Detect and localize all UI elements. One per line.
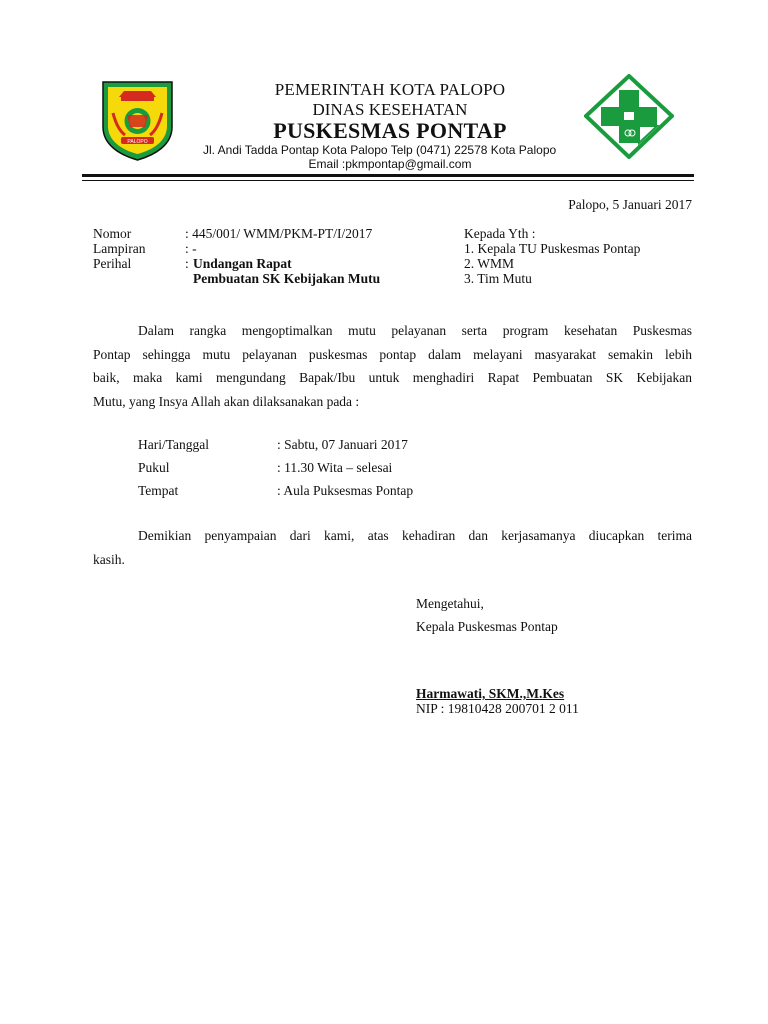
crest-label: PALOPO (127, 139, 148, 145)
schedule-time-label: Pukul (138, 460, 170, 475)
recipient-item: 3. Tim Mutu (464, 271, 532, 286)
header-email: Email :pkmpontap@gmail.com (308, 157, 472, 171)
schedule-place-label: Tempat (138, 483, 179, 498)
perihal-line2: Pembuatan SK Kebijakan Mutu (193, 271, 381, 286)
header-address: Jl. Andi Tadda Pontap Kota Palopo Telp (0471) 22578 Kota Palopo (203, 143, 557, 157)
paragraph-line: Dalam rangka mengoptimalkan mutu pelayanan serta program kesehatan Puskesmas (138, 323, 692, 338)
paragraph-line: Mutu, yang Insya Allah akan dilaksanakan pada : (93, 393, 360, 409)
paragraph-line: baik, maka kami mengundang Bapak/Ibu untuk menghadiri Rapat Pembuatan SK Kebijakan (93, 370, 692, 385)
recipients-heading: Kepada Yth : (464, 226, 536, 241)
header-government: PEMERINTAH KOTA PALOPO (274, 80, 506, 99)
recipient-item: 2. WMM (464, 256, 515, 271)
body-paragraph-1 (93, 319, 692, 413)
signature-acknowledge: Mengetahui, (416, 596, 484, 611)
paragraph-line: kasih. (93, 551, 125, 567)
recipient-item: 1. Kepala TU Puskesmas Pontap (464, 241, 641, 256)
city-crest-icon (99, 79, 176, 161)
nomor-label: Nomor (93, 226, 132, 241)
schedule-time-value: : 11.30 Wita – selesai (277, 460, 393, 475)
perihal-label: Perihal (93, 256, 132, 271)
header-department: DINAS KESEHATAN (312, 100, 468, 119)
puskesmas-cross-icon (584, 74, 674, 159)
paragraph-line: Demikian penyampaian dari kami, atas kehadiran dan kerjasamanya diucapkan terima (138, 528, 692, 543)
signature-name: Harmawati, SKM.,M.Kes (416, 686, 565, 701)
perihal-colon: : (185, 256, 189, 271)
letter-date: Palopo, 5 Januari 2017 (568, 197, 692, 212)
perihal-line1: Undangan Rapat (193, 256, 292, 271)
lampiran-label: Lampiran (93, 241, 146, 256)
schedule-day-label: Hari/Tanggal (138, 437, 210, 452)
header-divider-thick (82, 174, 694, 177)
signature-position: Kepala Puskesmas Pontap (416, 619, 558, 634)
header-divider-thin (82, 180, 694, 181)
body-paragraph-2 (93, 524, 692, 571)
schedule-day-value: : Sabtu, 07 Januari 2017 (277, 437, 408, 452)
nomor-value: : 445/001/ WMM/PKM-PT/I/2017 (185, 226, 373, 241)
lampiran-value: : - (185, 241, 197, 256)
paragraph-line: Pontap sehingga mutu pelayanan puskesmas pontap dalam melayani masyarakat semakin lebih (93, 346, 692, 362)
header-institution: PUSKESMAS PONTAP (273, 118, 507, 143)
signature-nip: NIP : 19810428 200701 2 011 (416, 701, 579, 716)
schedule-place-value: : Aula Puksesmas Pontap (277, 483, 414, 498)
